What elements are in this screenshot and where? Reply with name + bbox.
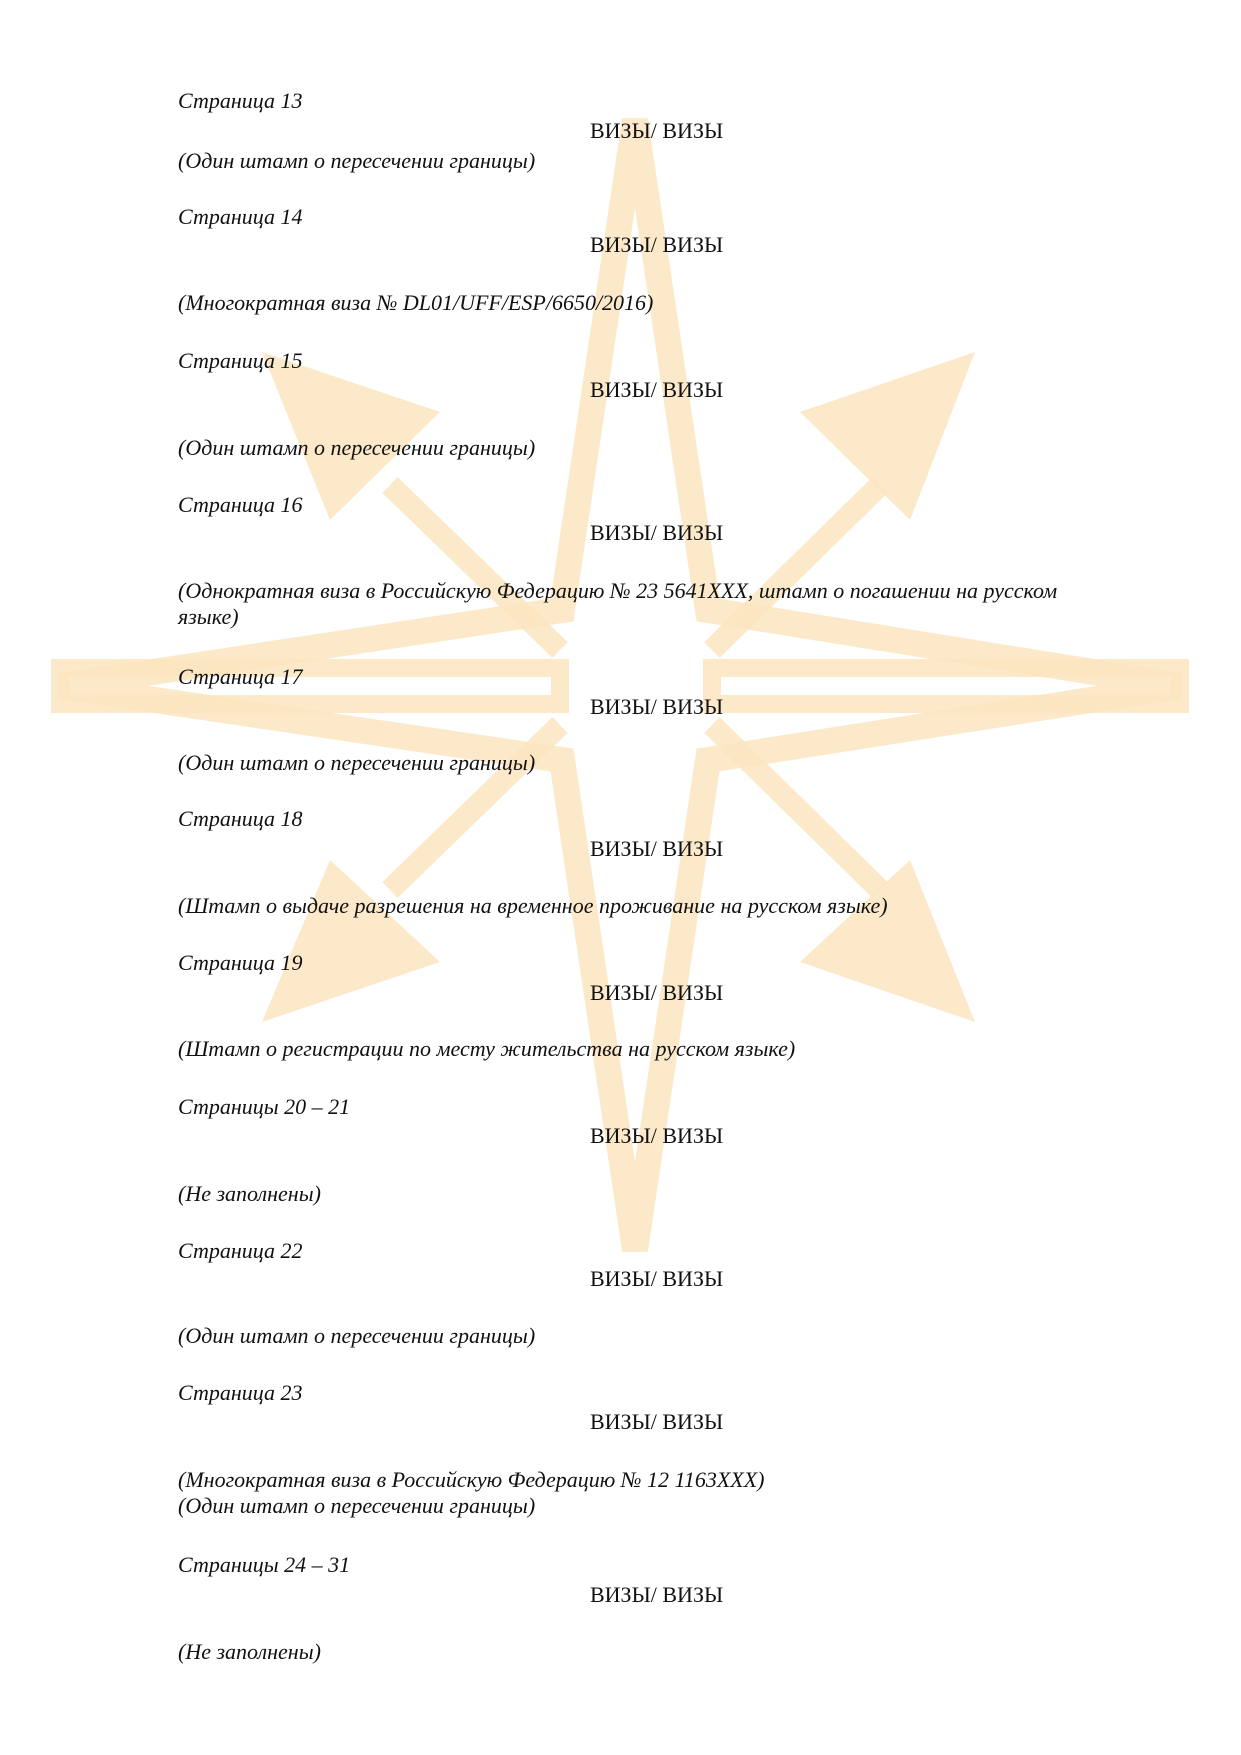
visa-heading: ВИЗЫ/ ВИЗЫ <box>590 377 724 402</box>
note-line: (Один штамп о пересечении границы) <box>178 750 536 775</box>
page-label: Страница 22 <box>178 1238 303 1263</box>
note-line: (Не заполнены) <box>178 1181 321 1206</box>
page-label: Страница 17 <box>178 664 303 689</box>
page-label: Страницы 20 – 21 <box>178 1094 351 1119</box>
page-label: Страница 19 <box>178 950 303 975</box>
visa-heading: ВИЗЫ/ ВИЗЫ <box>590 836 724 861</box>
note-line: (Однократная виза в Российскую Федерацию № 23 5641XXX, штамп о погашении на русском языке) <box>178 578 1058 629</box>
page-note <box>178 1639 1098 1665</box>
visa-heading: ВИЗЫ/ ВИЗЫ <box>590 980 724 1005</box>
page-note <box>178 893 1098 919</box>
note-line: (Штамп о регистрации по месту жительства на русском языке) <box>178 1036 796 1061</box>
note-line: (Один штамп о пересечении границы) <box>178 1323 536 1348</box>
page-note <box>178 1181 1098 1207</box>
page-label: Страница 23 <box>178 1380 303 1405</box>
page-label: Страница 13 <box>178 88 303 113</box>
visa-heading: ВИЗЫ/ ВИЗЫ <box>590 1582 724 1607</box>
visa-heading: ВИЗЫ/ ВИЗЫ <box>590 1409 724 1434</box>
page-note <box>178 578 1098 630</box>
page-label: Страница 14 <box>178 204 303 229</box>
page-note <box>178 750 1098 776</box>
visa-heading: ВИЗЫ/ ВИЗЫ <box>590 232 724 257</box>
visa-heading: ВИЗЫ/ ВИЗЫ <box>590 1266 724 1291</box>
visa-heading: ВИЗЫ/ ВИЗЫ <box>590 520 724 545</box>
page-note <box>178 148 1098 174</box>
page-note <box>178 435 1098 461</box>
note-line: (Многократная виза в Российскую Федерацию № 12 1163XXX) <box>178 1467 765 1492</box>
page-label: Страницы 24 – 31 <box>178 1552 351 1577</box>
visa-heading: ВИЗЫ/ ВИЗЫ <box>590 694 724 719</box>
page-label: Страница 15 <box>178 348 303 373</box>
page-note <box>178 1036 1098 1062</box>
visa-heading: ВИЗЫ/ ВИЗЫ <box>590 118 724 143</box>
note-line: (Один штамп о пересечении границы) <box>178 1493 536 1518</box>
note-line: (Штамп о выдаче разрешения на временное проживание на русском языке) <box>178 893 888 918</box>
page-label: Страница 18 <box>178 806 303 831</box>
page-label: Страница 16 <box>178 492 303 517</box>
page-note <box>178 290 1098 316</box>
page-note <box>178 1467 1098 1519</box>
visa-heading: ВИЗЫ/ ВИЗЫ <box>590 1123 724 1148</box>
page-note <box>178 1323 1098 1349</box>
note-line: (Один штамп о пересечении границы) <box>178 148 536 173</box>
note-line: (Многократная виза № DL01/UFF/ESP/6650/2016) <box>178 290 654 315</box>
note-line: (Не заполнены) <box>178 1639 321 1664</box>
note-line: (Один штамп о пересечении границы) <box>178 435 536 460</box>
